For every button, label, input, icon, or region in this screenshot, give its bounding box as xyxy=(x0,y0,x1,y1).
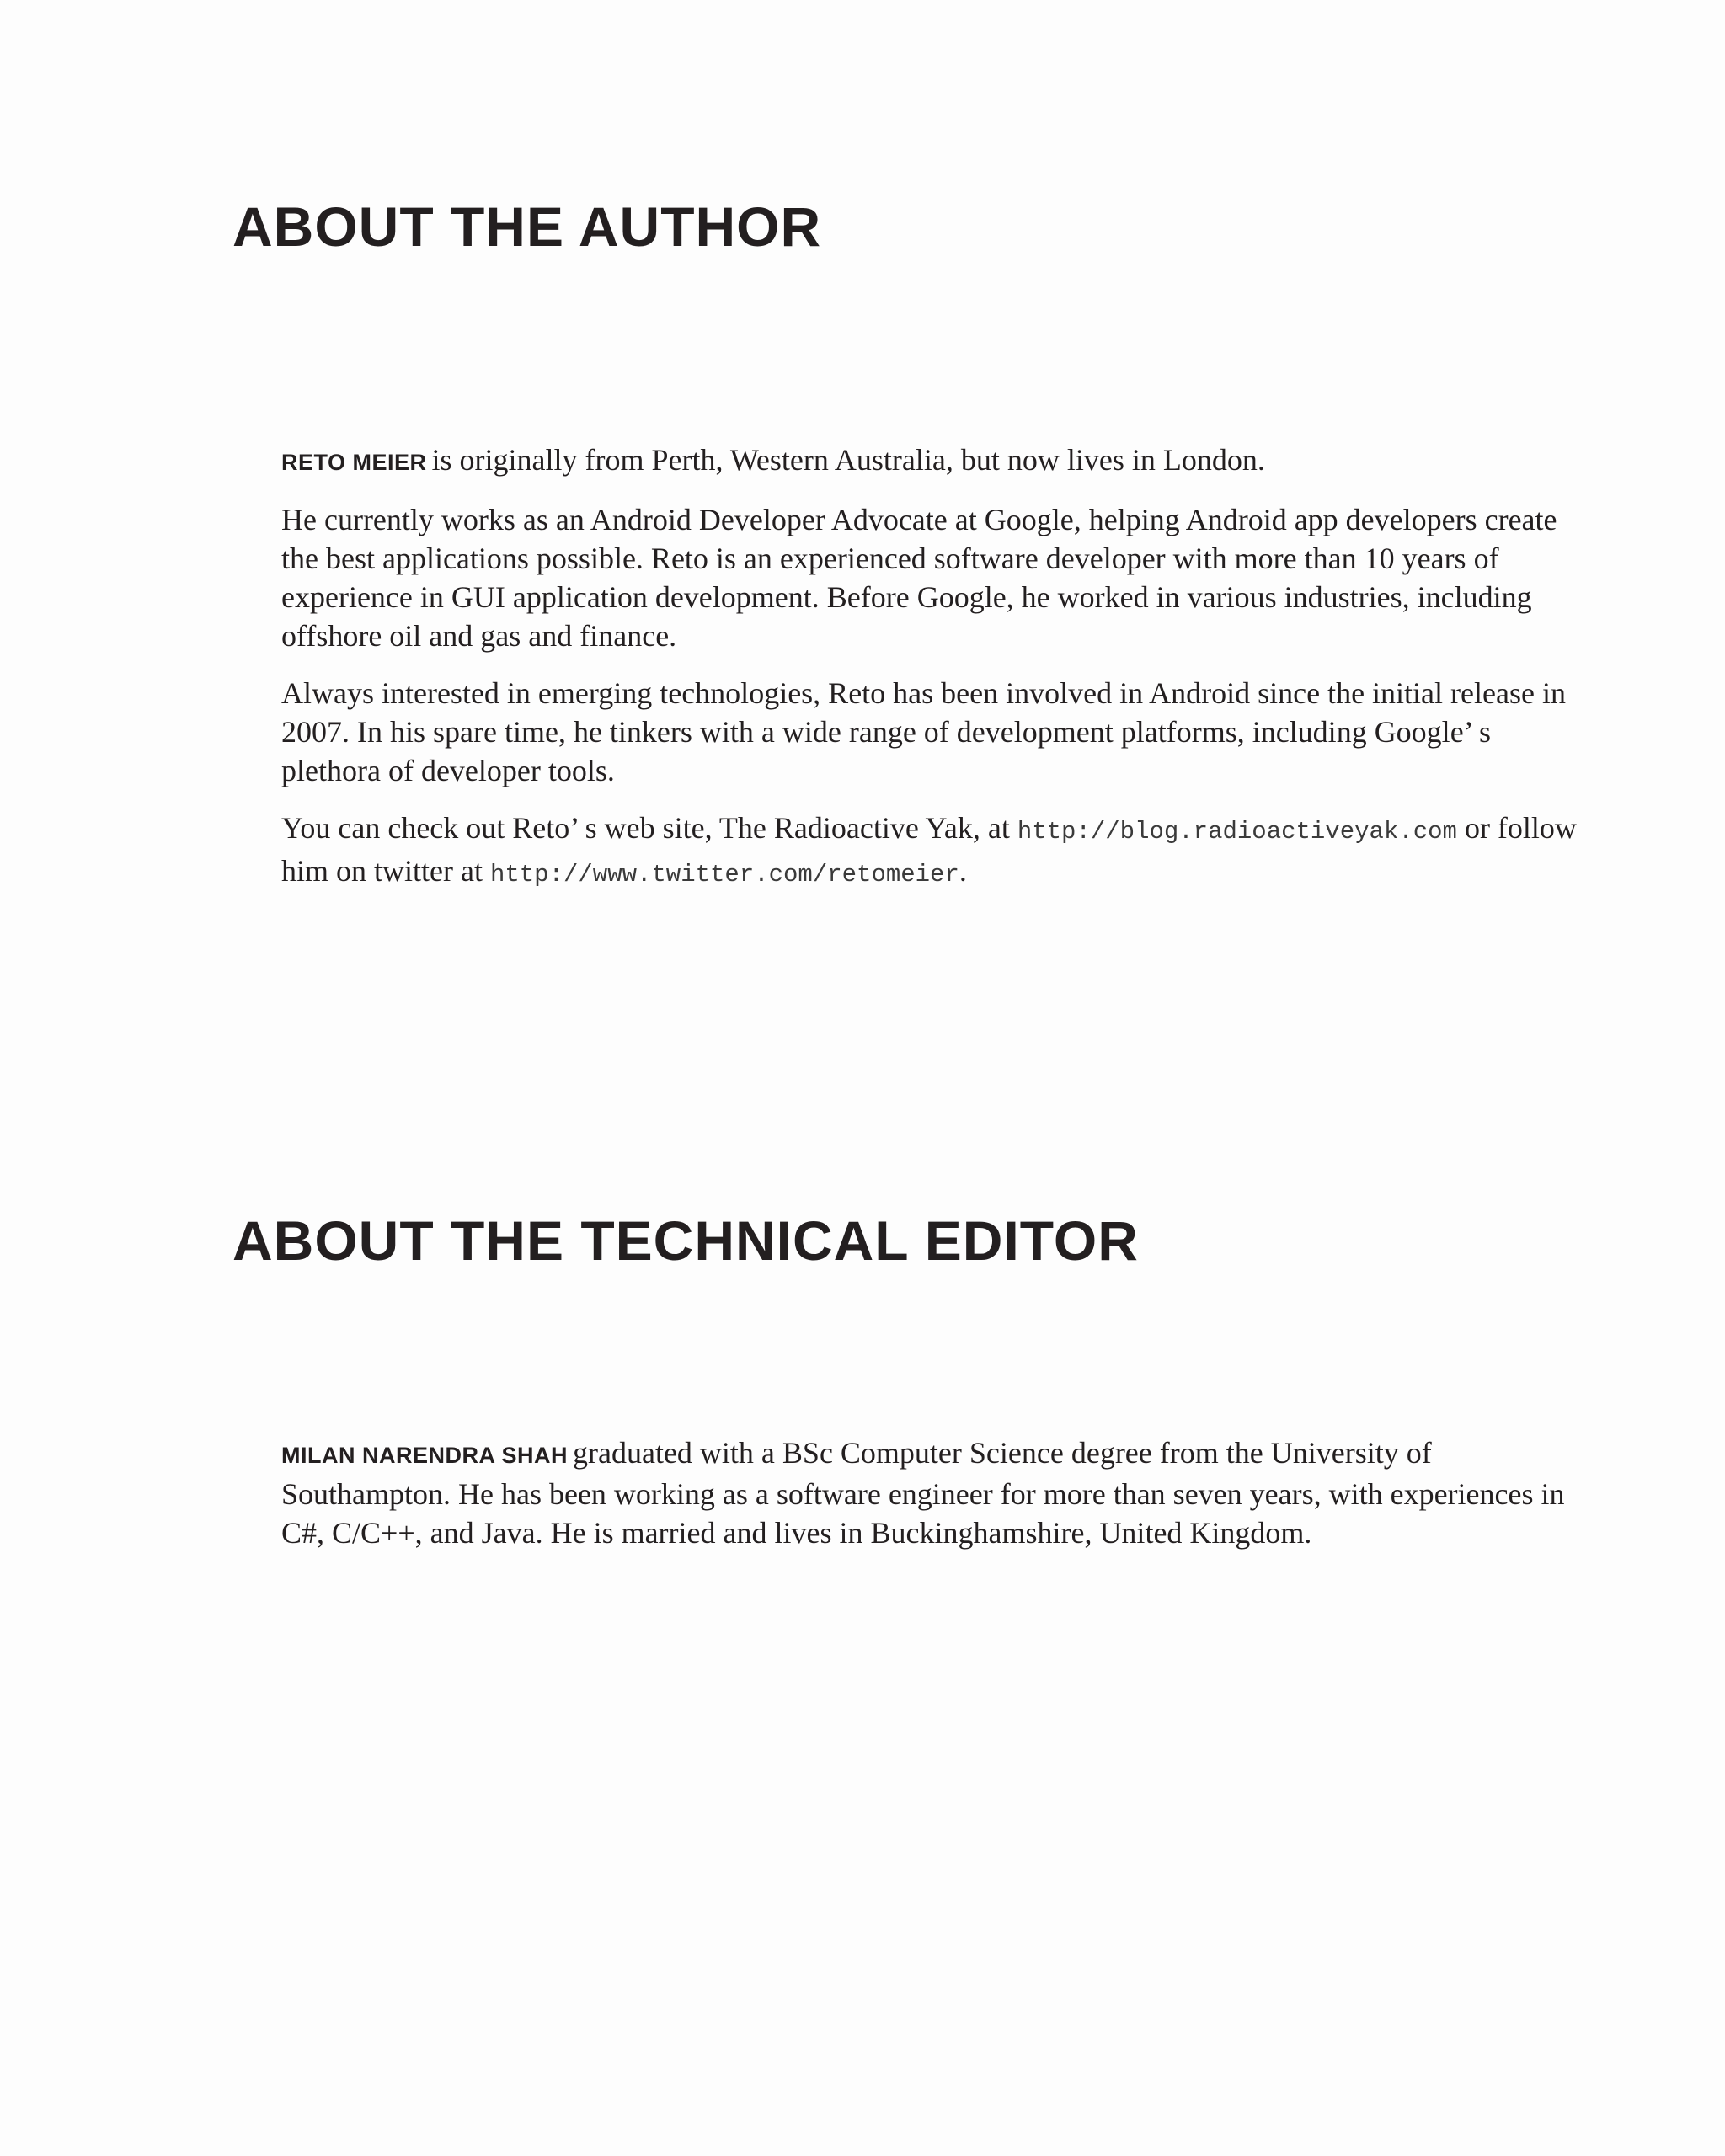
author-name: RETO MEIER xyxy=(281,450,427,475)
author-bio-paragraph-4 xyxy=(281,808,1595,894)
editor-bio-paragraph-1 xyxy=(281,1433,1595,1552)
author-bio-paragraph-2: He currently works as an Android Developer Advocate at Google, helping Android app developers create the best applications possible. Reto is an experienced software developer with more than 10 years of experience in GUI application development. Before Google, he worked in various industries, including offshore oil and gas and finance. xyxy=(281,503,1557,653)
author-twitter-text: or follow him on twitter at xyxy=(281,811,1577,888)
blog-url-link[interactable]: http://blog.radioactiveyak.com xyxy=(1017,818,1457,846)
author-bio-paragraph-3: Always interested in emerging technologies, Reto has been involved in Android since the initial release in 2007. In his spare time, he tinkers with a wide range of development platforms, including Google’ s plethora of developer tools. xyxy=(281,676,1566,787)
editor-bio xyxy=(281,1433,1595,1571)
editor-intro-text: graduated with a BSc Computer Science degree from the University of Southampton. He has been working as a software engineer for more than seven years, with experiences in C#, C/C++, and Java. He is married and lives in Buckinghamshire, United Kingdom. xyxy=(281,1436,1565,1550)
author-intro-text: is originally from Perth, Western Australia, but now lives in London. xyxy=(431,443,1265,477)
twitter-url-link[interactable]: http://www.twitter.com/retomeier xyxy=(489,861,959,889)
author-bio-paragraph-1 xyxy=(281,440,1595,482)
about-the-technical-editor-heading: ABOUT THE TECHNICAL EDITOR xyxy=(232,1209,1139,1272)
author-website-text: You can check out Reto’ s web site, The Radioactive Yak, at xyxy=(281,811,1017,845)
editor-name: MILAN NARENDRA SHAH xyxy=(281,1443,568,1468)
author-bio xyxy=(281,440,1595,913)
about-the-author-heading: ABOUT THE AUTHOR xyxy=(232,195,822,258)
author-bio-end-period: . xyxy=(959,854,967,888)
